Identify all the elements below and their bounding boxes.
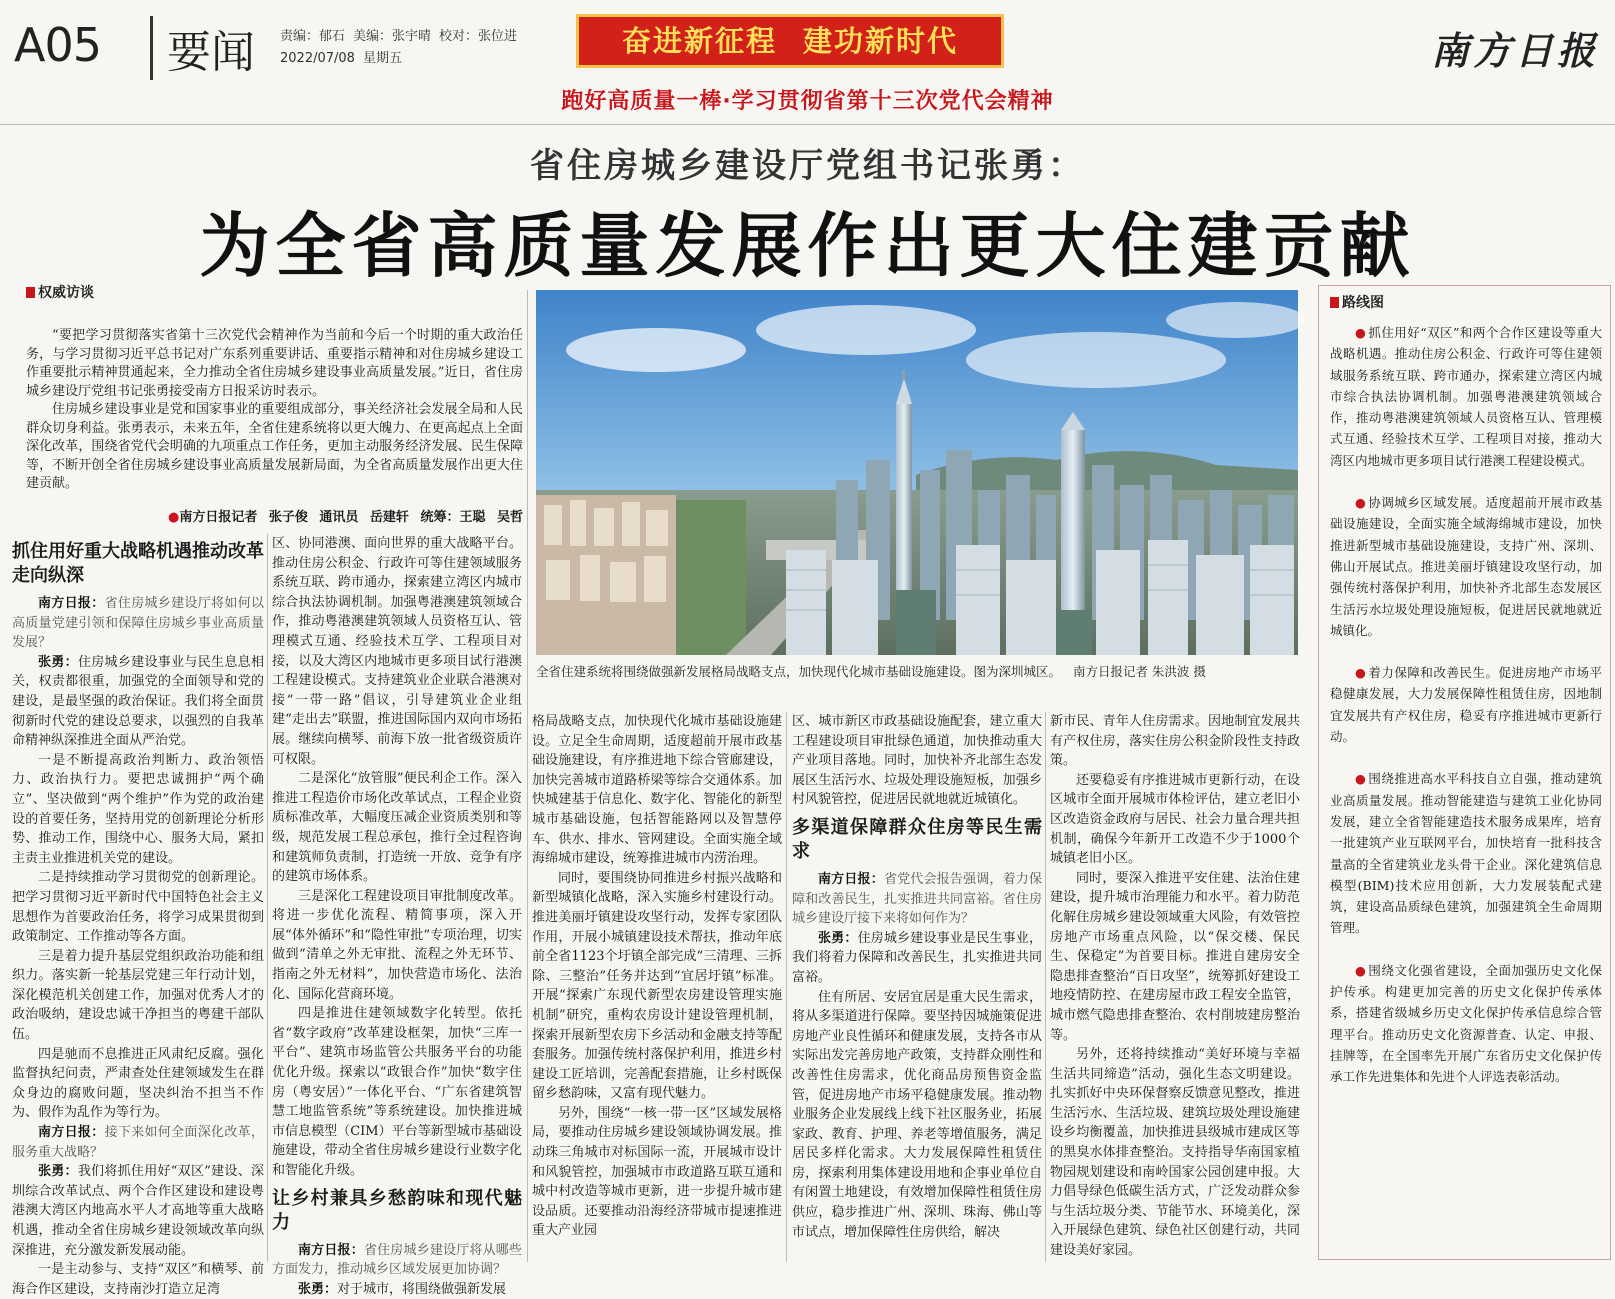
proofreader: 校对：张位进 xyxy=(439,29,518,44)
lead-paragraphs xyxy=(26,327,523,494)
roadmap-item: ● 着力保障和改善民生。促进房地产市场平稳健康发展，大力发展保障性租赁住房，因地制宜发展共有产权住房，稳妥有序推进城市更新行动。 xyxy=(1330,662,1602,747)
column-divider xyxy=(527,290,528,1262)
column-divider xyxy=(786,712,787,1262)
answer-label: 张勇： xyxy=(818,930,858,946)
section-heading: 让乡村兼具乡愁韵味和现代魅力 xyxy=(272,1187,522,1233)
paragraph: 格局战略支点，加快现代化城市基础设施建设。立足全生命周期，适度超前开展市政基础设施建设，有序推进地下综合管廊建设，加快完善城市道路桥梁等综合交通体系。加快城建基于信息化、数字化、智能化的新型城市基础设施，包括智能路网以及智慧停车、供水、排水、管网建设。全面实施全域海绵城市建设，统筹推进城市内涝治理。 xyxy=(532,714,782,867)
paragraph: 一是不断提高政治判断力、政治领悟力、政治执行力。要把忠诚拥护“两个确立”、坚决做到“两个维护”作为党的政治建设的首要任务，坚持用党的创新理论分析形势、推动工作，围绕中心、服务大局，紧扣主责主业推进机关党的建设。 xyxy=(12,752,264,866)
shenzhen-skyline-photo xyxy=(536,290,1298,655)
lead-paragraph: 住房城乡建设事业是党和国家事业的重要组成部分，事关经济社会发展全局和人民群众切身利益。张勇表示，未来五年，全省住建系统将以更大魄力、在更高起点上全面深化改革，围绕省党代会明确的九项重点工作任务，更加主动服务经济发展、民生保障等，不断开创全省住房城乡建设事业高质量发展新局面，为全省高质量发展作出更大住建贡献。 xyxy=(26,402,523,491)
question-text: 省住房城乡建设厅将如何以高质量党建引领和保障住房城乡事业高质量发展？ xyxy=(12,596,264,651)
roadmap-list xyxy=(1330,322,1602,1109)
divider xyxy=(0,124,1615,125)
sidebar-title: 路线图 xyxy=(1330,292,1384,312)
column-divider xyxy=(267,534,268,1262)
paragraph: 三是着力提升基层党组织政治功能和组织力。落实新一轮基层党建三年行动计划，深化模范机关创建工作，加强对优秀人才的政治吸纳，建设忠诚干净担当的粤建干部队伍。 xyxy=(12,948,264,1043)
headline: 为全省高质量发展作出更大住建贡献 xyxy=(199,204,1416,287)
question xyxy=(792,870,1042,929)
article-column-1 xyxy=(12,534,264,1297)
paragraph: 另外，围绕“一核一带一区”区域发展格局，要推动住房城乡建设领域协调发展。推动珠三角城市对标国际一流，开展城市设计和风貌管控，加强城市市政道路互联互通和城中村改造等城市更新，进一步提升城市建设品质。还要推动沿海经济带城市提速推进重大产业园 xyxy=(532,1105,782,1239)
page-number: A05 xyxy=(14,18,102,72)
subheadline: 省住房城乡建设厅党组书记张勇： xyxy=(530,146,1085,186)
article-column-3 xyxy=(532,712,782,1262)
series-kicker: 跑好高质量一棒·学习贯彻省第十三次党代会精神 xyxy=(561,89,1054,114)
paragraph: 住有所居、安居宜居是重大民生需求，将从多渠道进行保障。要坚持因城施策促进房地产业良性循环和健康发展，支持各市从实际出发完善房地产政策，支持群众刚性和改善性住房需求，优化商品房预售资金监管，促进房地产市场平稳健康发展。推动物业服务企业发展线上线下社区服务业，拓展家政、教育、护理、养老等增值服务，满足居民多样化需求。大力发展保障性租赁住房，探索利用集体建设用地和企事业单位自有闲置土地建设，有效增加保障性租赁住房供应，稳步推进广州、深圳、珠海、佛山等市试点，增加保障性住房供给，解决 xyxy=(792,989,1042,1240)
editor-credits xyxy=(280,26,525,70)
answer-text: 对于城市，将围绕做强新发展 xyxy=(337,1281,507,1297)
question-label: 南方日报： xyxy=(298,1242,364,1258)
answer-label: 张勇： xyxy=(38,654,78,670)
editor: 责编：郁石 xyxy=(280,29,346,44)
campaign-banner: 奋进新征程 建功新时代 xyxy=(576,14,1004,68)
paragraph: 三是深化工程建设项目审批制度改革。将进一步优化流程、精简事项，深入开展“体外循环”和“隐性审批”专项治理，切实做到“清单之外无审批、流程之外无环节、指南之外无材料”，加快营造市场化、法治化、国际化营商环境。 xyxy=(272,888,522,1002)
article-column-5 xyxy=(1050,712,1300,1262)
paragraph: 一是主动参与、支持“双区”和横琴、前海合作区建设，支持南沙打造立足湾 xyxy=(12,1262,264,1297)
photo-caption xyxy=(536,662,1298,680)
article-column-2 xyxy=(272,534,522,1297)
answer-text: 住房城乡建设事业与民生息息相关，权责都很重，加强党的全面领导和党的建设，是最坚强的政治保证。我们将全面贯彻新时代党的建设总要求，以强烈的自我革命精神纵深推进全面从严治党。 xyxy=(12,654,264,749)
roadmap-item: ● 围绕推进高水平科技自立自强，推动建筑业高质量发展。推动智能建造与建筑工业化协同发展，建立全省智能建造技术服务成果库，培育一批建筑产业互联网平台，加快培育一批科技含量高的全省建筑业龙头骨干企业。深化建筑信息模型(BIM)技术应用创新，大力发展装配式建筑，建设高品质绿色建筑，加强建筑全生命周期管理。 xyxy=(1330,768,1602,938)
question-text: 省住房城乡建设厅将从哪些方面发力，推动城乡区域发展更加协调？ xyxy=(272,1242,522,1278)
byline: ● 南方日报记者 张子俊 通讯员 岳建轩 统筹：王聪 吴哲 xyxy=(26,506,523,525)
section-heading: 多渠道保障群众住房等民生需求 xyxy=(792,816,1042,862)
paragraph: 二是持续推动学习贯彻党的创新理论。把学习贯彻习近平新时代中国特色社会主义思想作为首要政治任务，将学习成果贯彻到政策制定、工作推动等各方面。 xyxy=(12,870,264,945)
photo-credit: 南方日报记者 朱洪波 摄 xyxy=(1072,664,1206,679)
question-label: 南方日报： xyxy=(38,596,105,611)
answer xyxy=(12,653,264,751)
paragraph: 还要稳妥有序推进城市更新行动，在设区城市全面开展城市体检评估，建立老旧小区改造资金政府与居民、社会力量合理共担机制，确保今年新开工改造不少于1000个城镇老旧小区。 xyxy=(1050,772,1300,867)
question-label: 南方日报： xyxy=(38,1125,105,1141)
paragraph: 四是驰而不息推进正风肃纪反腐。强化监督执纪问责，严肃查处住建领域发生在群众身边的腐败问题，坚决纠治不担当不作为、假作为乱作为等行为。 xyxy=(12,1046,264,1121)
answer-label: 张勇： xyxy=(298,1281,338,1297)
lead-paragraph: “要把学习贯彻落实省第十三次党代会精神作为当前和今后一个时期的重大政治任务，与学习贯彻习近平总书记对广东系列重要讲话、重要指示精神和对住房城乡建设工作重要批示精神贯通起来，全力推动全省住房城乡建设事业高质量发展。”近日，省住房城乡建设厅党组书记张勇接受南方日报采访时表示。 xyxy=(26,328,523,399)
answer xyxy=(272,1280,522,1299)
section-heading: 抓住用好重大战略机遇推动改革走向纵深 xyxy=(12,541,264,586)
paragraph: 同时，要围绕协同推进乡村振兴战略和新型城镇化战略，深入实施乡村建设行动。推进美丽圩镇建设攻坚行动，发挥专家团队作用，开展小城镇建设技术帮扶，推动年底前全省1123个圩镇全部完成“三清理、三拆除、三整治”任务并达到“宜居圩镇”标准。开展“探索广东现代新型农房建设管理实施机制”研究，重构农房设计建设管理机制，探索开展新型农房下乡活动和金融支持等配套服务。加强传统村落保护利用，推进乡村建设工匠培训，完善配套措施，让乡村既保留乡愁韵味，又富有现代魅力。 xyxy=(532,870,782,1102)
city-illustration xyxy=(536,290,1298,655)
paragraph: 二是深化“放管服”便民利企工作。深入推进工程造价市场化改革试点，工程企业资质标准改革，大幅度压减企业资质类别和等级，规范发展工程总承包，推行全过程咨询和建筑师负责制，打造统一开放、竞争有序的建筑市场体系。 xyxy=(272,771,522,885)
question-label: 南方日报： xyxy=(818,871,884,887)
paragraph: 新市民、青年人住房需求。因地制宜发展共有产权住房，落实住房公积金阶段性支持政策。 xyxy=(1050,714,1300,769)
roadmap-item: ● 抓住用好“双区”和两个合作区建设等重大战略机遇。推动住房公积金、行政许可等住建领域服务系统互联、跨市通办，探索建立湾区内城市综合执法协调机制。加强粤港澳建筑领域合作，推动粤港澳建筑领域人员资格互认、管理模式互通、经验技术互学、工程项目对接，推动大湾区内地城市更多项目试行港澳工程建设模式。 xyxy=(1330,322,1602,471)
weekday: 星期五 xyxy=(362,51,402,66)
answer xyxy=(12,1162,264,1260)
interview-tag: 权威访谈 xyxy=(26,282,94,302)
article-column-4 xyxy=(792,712,1042,1262)
paragraph: 同时，要深入推进平安住建、法治住建建设，提升城市治理能力和水平。着力防范化解住房城乡建设领域重大风险，有效管控房地产市场重点风险，以“保交楼、保民生、保稳定”为首要目标。推进自建房安全隐患排查整治“百日攻坚”，统筹抓好建设工地疫情防控、在建房屋市政工程安全监管，城市燃气隐患排查整治、农村削坡建房整治等。 xyxy=(1050,870,1300,1043)
question xyxy=(12,594,264,653)
paragraph: 区、协同港澳、面向世界的重大战略平台。推动住房公积金、行政许可等住建领域服务系统互联、跨市通办，探索建立湾区内城市综合执法协调机制。加强粤港澳建筑领域合作，推动粤港澳建筑领域人员资格互认、管理模式互通、经验技术互学、工程项目对接，以及大湾区内地城市更多项目试行港澳工程建设模式。支持建筑业企业联合港澳对接“一带一路”倡议，引导建筑业企业组建“走出去”联盟，推进国际国内双向市场拓展。继续向横琴、前海下放一批省级资质许可权限。 xyxy=(272,536,522,767)
section-name: 要闻 xyxy=(150,16,255,80)
column-divider xyxy=(1045,712,1046,1262)
paragraph: 四是推进住建领域数字化转型。依托省“数字政府”改革建设框架，加快“三库一平台”、建筑市场监管公共服务平台的功能优化升级。探索以“政银合作”加快“数字住房（粤安居）”一体化平台、“广东省建筑智慧工地监管系统”等系统建设。加快推进城市信息模型（CIM）平台等新型城市基础设施建设，带动全省住房城乡建设行业数字化和智能化升级。 xyxy=(272,1006,522,1178)
art-editor: 美编：张宇晴 xyxy=(353,29,432,44)
question xyxy=(12,1123,264,1162)
roadmap-item: ● 围绕文化强省建设，全面加强历史文化保护传承。构建更加完善的历史文化保护传承体系，搭建省级城乡历史文化保护传承信息综合管理平台。推动历史文化资源普查、认定、申报、挂牌等，在全国率先开展广东省历史文化保护传承工作先进集体和先进个人评选表彰活动。 xyxy=(1330,960,1602,1088)
answer xyxy=(792,929,1042,988)
roadmap-item: ● 协调城乡区域发展。适度超前开展市政基础设施建设，全面实施全域海绵城市建设，加快推进新型城市基础设施建设，支持广州、深圳、佛山开展试点。推进美丽圩镇建设攻坚行动，加强传统村落保护利用，加快补齐北部生态发展区生活污水垃圾处理设施短板，促进居民就地就近城镇化。 xyxy=(1330,492,1602,641)
question xyxy=(272,1241,522,1280)
answer-label: 张勇： xyxy=(38,1164,78,1180)
question-text: 省党代会报告强调，着力保障和改善民生，扎实推进共同富裕。省住房城乡建设厅接下来将如何作为？ xyxy=(792,871,1042,927)
caption-text: 全省住建系统将围绕做强新发展格局战略支点，加快现代化城市基础设施建设。图为深圳城区。 xyxy=(536,664,1062,679)
paragraph: 区、城市新区市政基础设施配套，建立重大工程建设项目审批绿色通道，加快推动重大产业项目落地。同时，加快补齐北部生态发展区生活污水、垃圾处理设施短板，加强乡村风貌管控，促进居民就地就近城镇化。 xyxy=(792,714,1042,808)
question-text: 接下来如何全面深化改革，服务重大战略？ xyxy=(12,1125,264,1160)
paragraph: 另外，还将持续推动“美好环境与幸福生活共同缔造”活动，强化生态文明建设。扎实抓好中央环保督察反馈意见整改，推进生活污水、生活垃圾、建筑垃圾处理设施建设乡均衡覆盖，加快推进县级城市建成区等的黑臭水体排查整治。支持指导华南国家植物园规划建设和南岭国家公园创建申报。大力倡导绿色低碳生活方式，广泛发动群众参与生活垃圾分类、节能节水、环境美化，深入开展绿色建筑、绿色社区创建行动，共同建设美好家园。 xyxy=(1050,1047,1300,1259)
answer-text: 我们将抓住用好“双区”建设、深圳综合改革试点、两个合作区建设和建设粤港澳大湾区内地高水平人才高地等重大战略机遇，推动全省住房城乡建设领域改革向纵深推进，充分激发新发展动能。 xyxy=(12,1164,264,1258)
paper-logo: 南方日报 xyxy=(1430,28,1599,73)
answer-text: 住房城乡建设事业是民生事业，我们将着力保障和改善民生，扎实推进共同富裕。 xyxy=(792,930,1042,985)
issue-date: 2022/07/08 xyxy=(280,51,355,66)
